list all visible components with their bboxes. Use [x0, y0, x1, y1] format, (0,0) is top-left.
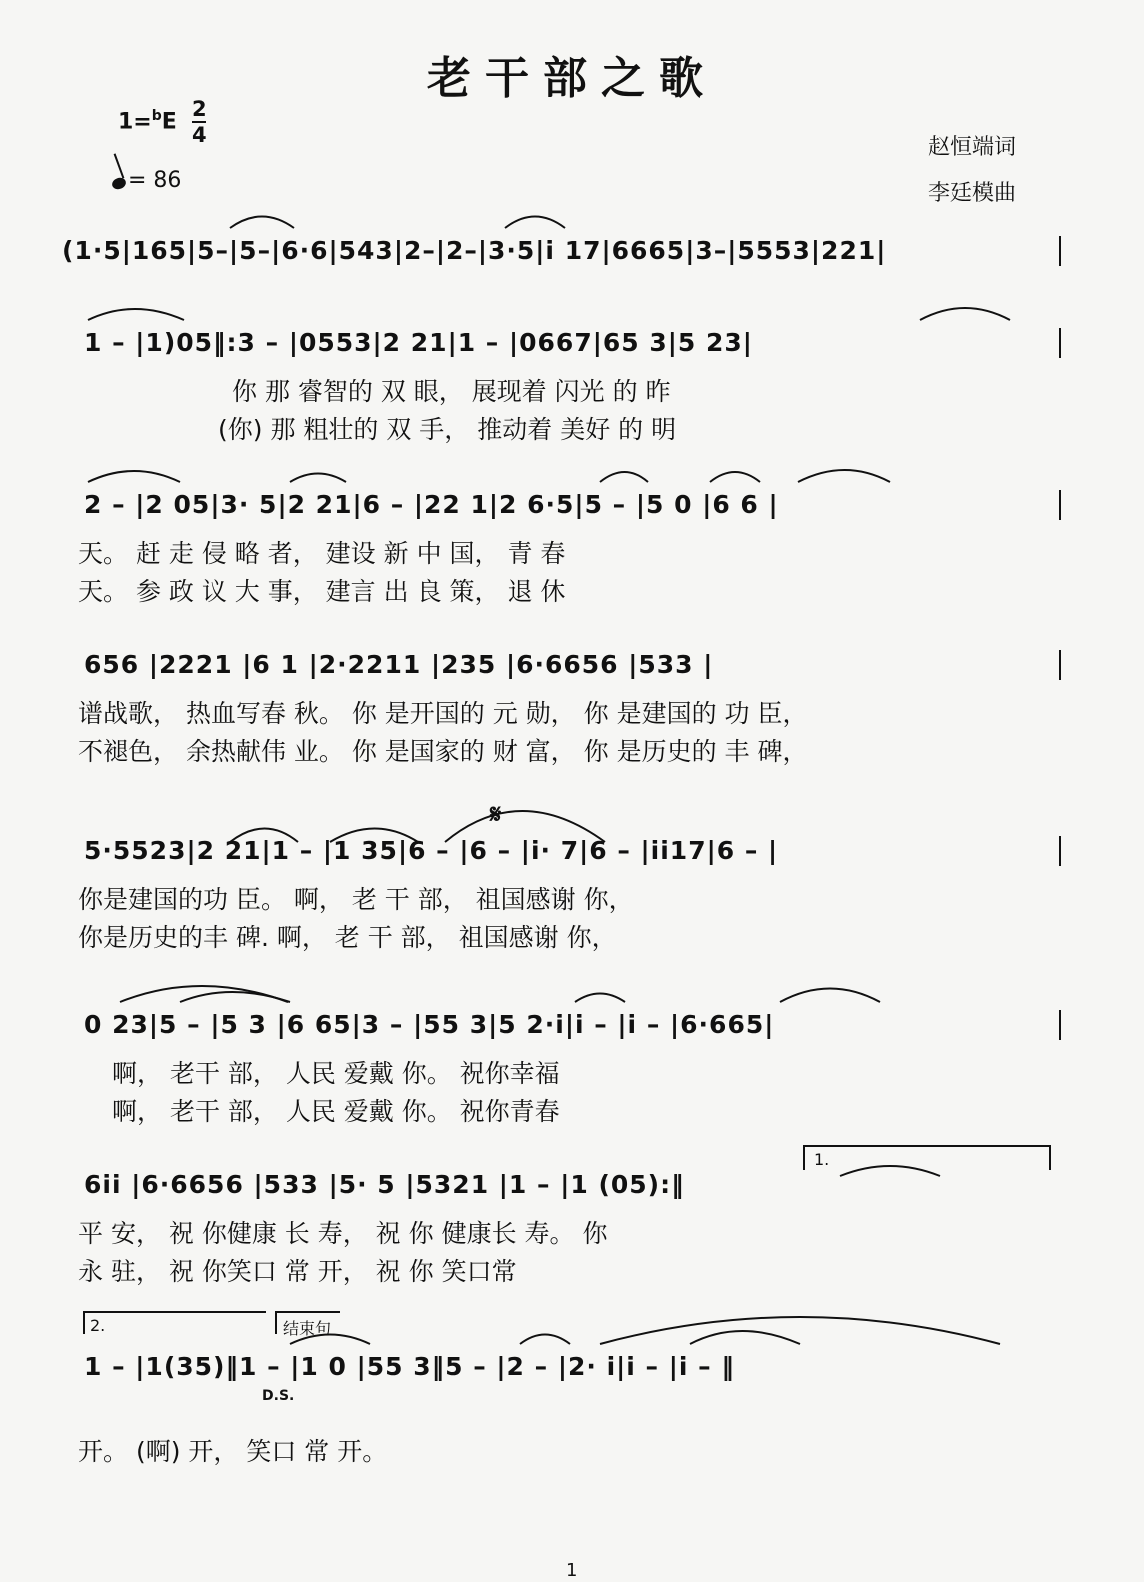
slur-2	[505, 217, 565, 229]
notation-line-2: 1 – |1)05‖:3 – |0553|2 21|1 – |0667|65 3|5 23|	[84, 328, 753, 357]
slur-16	[780, 989, 880, 1003]
volta-2-label: 2.	[90, 1316, 106, 1335]
slur-15	[575, 994, 625, 1003]
lyric-line-5b: 你是历史的丰 碑. 啊， 老 干 部， 祖国感谢 你，	[78, 923, 617, 952]
lyric-line-8: 开。 (啊) 开， 笑口 常 开。	[78, 1437, 388, 1466]
tempo-value: = 86	[128, 168, 182, 193]
lyric-line-5a: 你是建国的功 臣。 啊， 老 干 部， 祖国感谢 你，	[78, 885, 634, 914]
slur-14	[180, 992, 290, 1002]
lyric-line-2a: 你 那 睿智的 双 眼， 展现着 闪光 的 昨	[232, 377, 671, 406]
slur-12	[445, 811, 605, 842]
slur-20	[520, 1335, 570, 1345]
time-top: 2	[192, 97, 207, 121]
slur-8	[798, 470, 890, 482]
slur-3	[88, 309, 184, 320]
notation-line-7: 6ii |6·6656 |533 |5· 5 |5321 |1 – |1 (05):‖	[84, 1170, 685, 1199]
slur-5	[290, 474, 346, 483]
lyric-line-7a: 平 安， 祝 你健康 长 寿， 祝 你 健康长 寿。 你	[78, 1219, 608, 1248]
slur-4	[88, 471, 180, 482]
lyricist: 赵恒端词	[928, 135, 1017, 160]
slur-9	[920, 308, 1010, 320]
slur-1	[230, 217, 294, 229]
song-title: 老干部之歌	[427, 53, 717, 104]
lyric-line-6a: 啊， 老干 部， 人民 爱戴 你。 祝你幸福	[112, 1059, 560, 1088]
notation-line-3: 2 – |2 05|3· 5|2 21|6 – |22 1|2 6·5|5 – |5 0 |6 6 |	[84, 490, 779, 519]
slur-21	[690, 1331, 800, 1344]
volta-1-bracket	[804, 1146, 1050, 1170]
notation-line-5: 5·5523|2 21|1 – |1 35|6 – |6 – |i· 7|6 – |ii17|6 – |	[84, 836, 779, 865]
slur-6	[600, 472, 648, 482]
slur-17	[600, 1317, 1000, 1344]
lyric-line-7b: 永 驻， 祝 你笑口 常 开， 祝 你 笑口常	[78, 1257, 517, 1286]
notation-line-6: 0 23|5 – |5 3 |6 65|3 – |55 3|5 2·i|i – |i – |6·665|	[84, 1010, 775, 1039]
lyric-line-2b: (你) 那 粗壮的 双 手， 推动着 美好 的 明	[218, 415, 677, 444]
slur-19	[290, 1335, 370, 1345]
notation-line-4: 656 |2221 |6 1 |2·2211 |235 |6·6656 |533 |	[84, 650, 714, 679]
lyric-line-4b: 不褪色， 余热献伟 业。 你 是国家的 财 富， 你 是历史的 丰 碑，	[78, 737, 808, 766]
volta-1-label: 1.	[814, 1150, 830, 1169]
lyric-line-6b: 啊， 老干 部， 人民 爱戴 你。 祝你青春	[112, 1097, 560, 1126]
slur-18	[840, 1166, 940, 1176]
volta-2-bracket	[84, 1312, 266, 1334]
lyric-line-3a: 天。 赶 走 侵 略 者， 建设 新 中 国， 青 春	[78, 539, 566, 568]
ending-label: 结束句	[283, 1319, 332, 1338]
slur-10	[230, 829, 298, 843]
key-prefix: 1=	[118, 109, 152, 135]
lyric-line-3b: 天。 参 政 议 大 事， 建言 出 良 策， 退 休	[78, 577, 566, 606]
ending-bracket	[276, 1312, 340, 1334]
slur-7	[710, 472, 760, 482]
segno-sign: 𝄋	[490, 800, 502, 830]
key-note: E	[161, 109, 177, 135]
slur-11	[330, 829, 418, 843]
page-number: 1	[566, 1560, 578, 1581]
lyric-line-4a: 谱战歌， 热血写春 秋。 你 是开国的 元 勋， 你 是建国的 功 臣，	[78, 699, 808, 728]
ds-marking: D.S.	[262, 1388, 295, 1404]
notation-line-8: 1 – |1(35)‖1 – |1 0 |55 3‖5 – |2 – |2· i|i – |i – ‖	[84, 1352, 735, 1381]
notation-line-1: (1·5|165|5–|5–|6·6|543|2–|2–|3·5|i 17|6665|3–|5553|221|	[62, 236, 887, 265]
time-bottom: 4	[192, 123, 207, 147]
composer: 李廷模曲	[928, 181, 1017, 206]
flat-sign: b	[151, 108, 162, 124]
